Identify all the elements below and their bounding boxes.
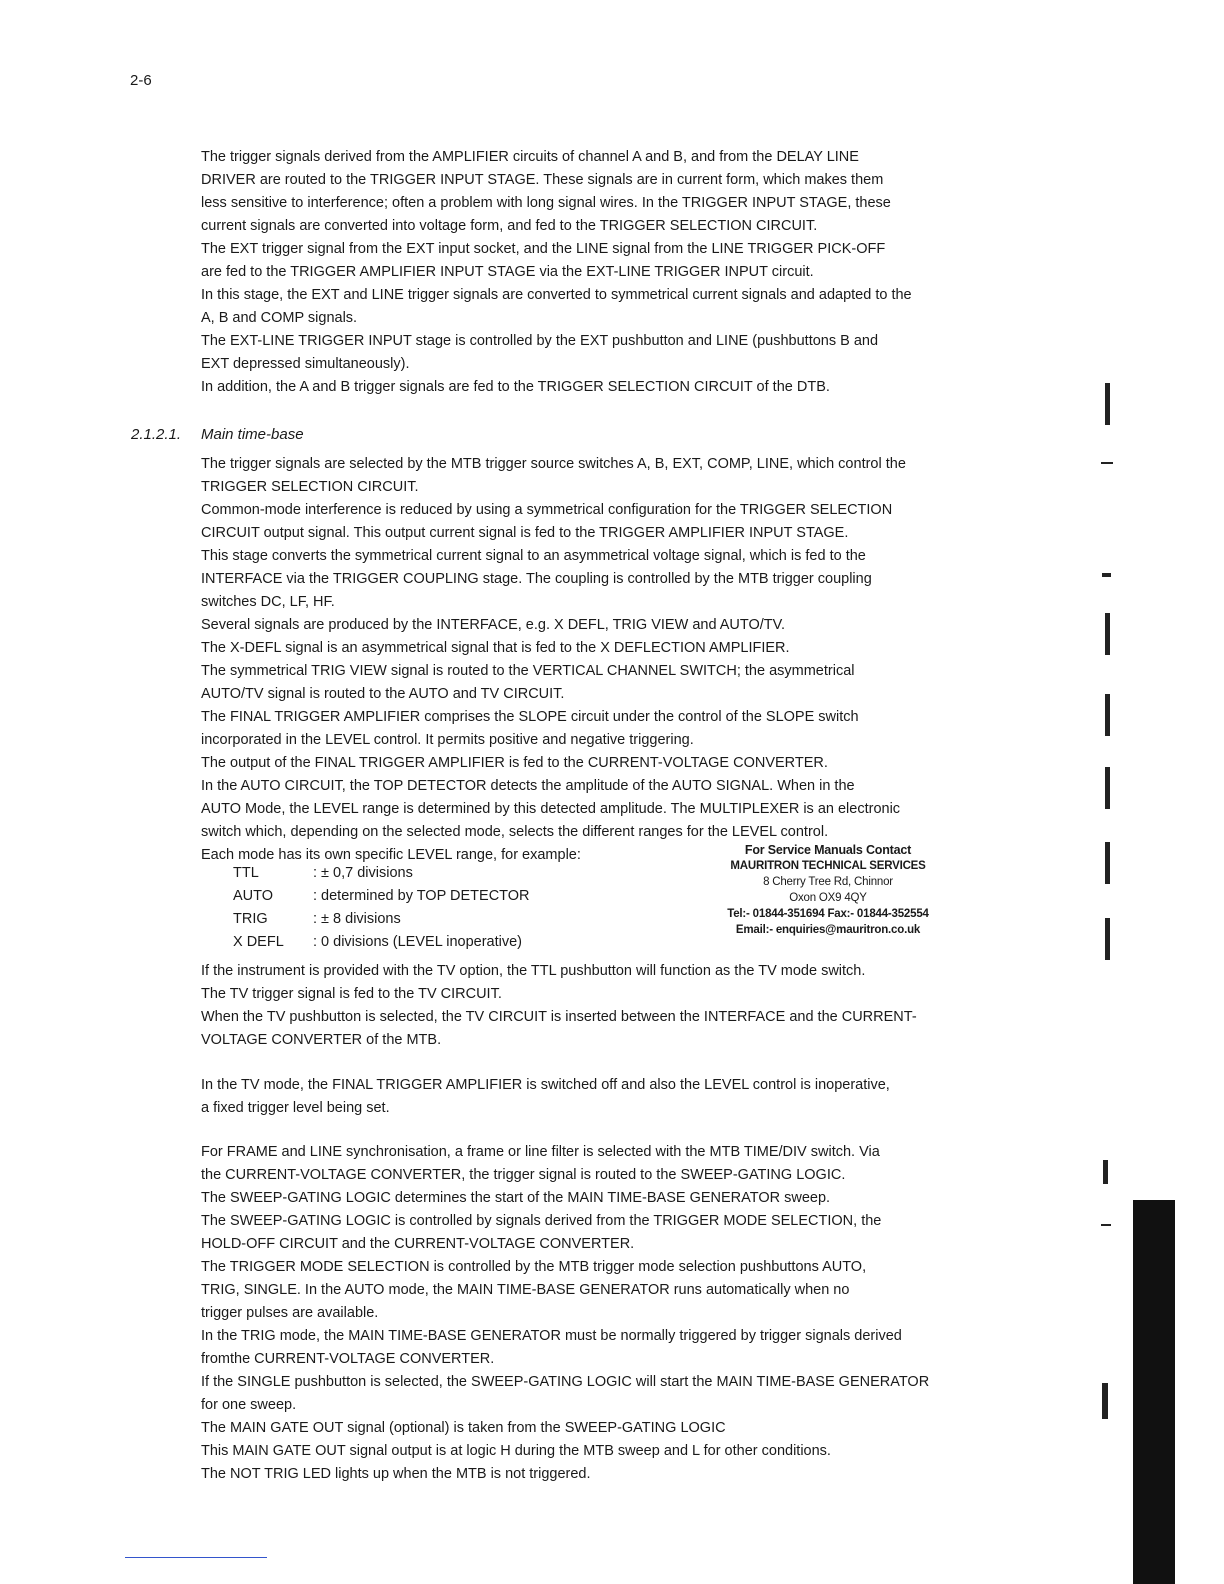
table-row [233,885,530,908]
text-line: The FINAL TRIGGER AMPLIFIER comprises the SLOPE circuit under the control of the SLOPE switch [201,709,859,725]
mode-range: : 0 divisions (LEVEL inoperative) [313,934,523,950]
margin-scan-mark [1105,767,1110,809]
text-line: The SWEEP-GATING LOGIC is controlled by signals derived from the TRIGGER MODE SELECTION, the [201,1213,882,1229]
text-line: The SWEEP-GATING LOGIC determines the start of the MAIN TIME-BASE GENERATOR sweep. [201,1190,831,1206]
text-line: The trigger signals are selected by the MTB trigger source switches A, B, EXT, COMP, LINE, which control the [201,456,906,472]
text-line: This MAIN GATE OUT signal output is at logic H during the MTB sweep and L for other conditions. [201,1443,831,1459]
text-line: The symmetrical TRIG VIEW signal is routed to the VERTICAL CHANNEL SWITCH; the asymmetrical [201,663,855,679]
text-line: the CURRENT-VOLTAGE CONVERTER, the trigger signal is routed to the SWEEP-GATING LOGIC. [201,1167,846,1183]
text-line: TRIG, SINGLE. In the AUTO mode, the MAIN TIME-BASE GENERATOR runs automatically when no [201,1282,850,1298]
margin-scan-mark [1103,1160,1108,1184]
text-line: The EXT trigger signal from the EXT input socket, and the LINE signal from the LINE TRIGGER PICK-OFF [201,241,886,257]
text-line: The output of the FINAL TRIGGER AMPLIFIER is fed to the CURRENT-VOLTAGE CONVERTER. [201,755,828,771]
mode-name: AUTO [233,888,274,904]
level-range-table [233,862,530,954]
contact-phone: Tel:- 01844-351694 Fax:- 01844-352554 [727,908,929,920]
margin-scan-mark [1105,842,1110,884]
contact-heading: For Service Manuals Contact [744,843,912,857]
text-line: The MAIN GATE OUT signal (optional) is taken from the SWEEP-GATING LOGIC [201,1420,726,1436]
text-line: CIRCUIT output signal. This output current signal is fed to the TRIGGER AMPLIFIER INPUT STAGE. [201,525,849,541]
text-line: TRIGGER SELECTION CIRCUIT. [201,479,419,495]
margin-scan-mark [1105,383,1110,425]
table-row [233,908,530,931]
scan-edge-shadow [1133,1200,1175,1584]
mode-name: X DEFL [233,934,284,950]
paragraph-main-time-base [201,453,1081,867]
contact-address-line2: Oxon OX9 4QY [789,892,867,904]
margin-scan-mark [1105,694,1110,736]
contact-email: Email:- enquiries@mauritron.co.uk [735,924,921,936]
text-line: a fixed trigger level being set. [201,1100,390,1116]
service-contact-stamp [712,842,944,938]
mode-range: : determined by TOP DETECTOR [313,888,530,904]
table-row [233,931,530,954]
margin-scan-mark [1105,613,1110,655]
text-line: In the AUTO CIRCUIT, the TOP DETECTOR detects the amplitude of the AUTO SIGNAL. When in the [201,778,855,794]
margin-scan-mark [1102,573,1111,577]
text-line: This stage converts the symmetrical current signal to an asymmetrical voltage signal, which is fed to the [201,548,866,564]
mode-name: TRIG [233,911,268,927]
text-line: AUTO/TV signal is routed to the AUTO and TV CIRCUIT. [201,686,565,702]
text-line: If the instrument is provided with the TV option, the TTL pushbutton will function as the TV mode switch. [201,963,866,979]
text-line: less sensitive to interference; often a problem with long signal wires. In the TRIGGER INPUT STAGE, these [201,195,891,211]
mode-range: : ± 8 divisions [313,911,401,927]
text-line: In the TV mode, the FINAL TRIGGER AMPLIFIER is switched off and also the LEVEL control is inoperative, [201,1077,890,1093]
paragraph-tv-mode [201,1074,1081,1120]
table-row [233,862,530,885]
contact-address-line1: 8 Cherry Tree Rd, Chinnor [763,876,893,888]
text-line: The TV trigger signal is fed to the TV CIRCUIT. [201,986,502,1002]
page-number: 2-6 [130,72,152,89]
text-line: Each mode has its own specific LEVEL range, for example: [201,847,581,863]
text-line: The EXT-LINE TRIGGER INPUT stage is controlled by the EXT pushbutton and LINE (pushbuttons B and [201,333,879,349]
section-title: Main time-base [201,426,304,443]
text-line: switch which, depending on the selected mode, selects the different ranges for the LEVEL control. [201,824,829,840]
paragraph-trigger-inputs [201,146,1081,399]
text-line: INTERFACE via the TRIGGER COUPLING stage. The coupling is controlled by the MTB trigger coupling [201,571,872,587]
text-line: In this stage, the EXT and LINE trigger signals are converted to symmetrical current signals and adapted to the [201,287,912,303]
text-line: switches DC, LF, HF. [201,594,335,610]
text-line: For FRAME and LINE synchronisation, a frame or line filter is selected with the MTB TIME/DIV switch. Via [201,1144,880,1160]
section-number: 2.1.2.1. [131,426,182,443]
section-heading [131,426,304,443]
text-line: fromthe CURRENT-VOLTAGE CONVERTER. [201,1351,495,1367]
text-line: HOLD-OFF CIRCUIT and the CURRENT-VOLTAGE CONVERTER. [201,1236,635,1252]
text-line: AUTO Mode, the LEVEL range is determined by this detected amplitude. The MULTIPLEXER is an electronic [201,801,901,817]
mode-range: : ± 0,7 divisions [313,865,413,881]
paragraph-tv-option [201,960,1081,1052]
contact-company: MAURITRON TECHNICAL SERVICES [730,860,926,872]
text-line: In addition, the A and B trigger signals are fed to the TRIGGER SELECTION CIRCUIT of the DTB. [201,379,830,395]
text-line: If the SINGLE pushbutton is selected, the SWEEP-GATING LOGIC will start the MAIN TIME-BASE GENERATOR [201,1374,930,1390]
margin-scan-mark [1101,462,1113,464]
margin-scan-mark [1102,1383,1108,1419]
margin-scan-mark [1101,1224,1111,1226]
text-line: current signals are converted into voltage form, and fed to the TRIGGER SELECTION CIRCUIT. [201,218,818,234]
text-line: Common-mode interference is reduced by using a symmetrical configuration for the TRIGGER SELECTION [201,502,893,518]
text-line: Several signals are produced by the INTERFACE, e.g. X DEFL, TRIG VIEW and AUTO/TV. [201,617,786,633]
text-line: VOLTAGE CONVERTER of the MTB. [201,1032,442,1048]
text-line: are fed to the TRIGGER AMPLIFIER INPUT STAGE via the EXT-LINE TRIGGER INPUT circuit. [201,264,814,280]
footer-rule [125,1557,267,1558]
text-line: The NOT TRIG LED lights up when the MTB is not triggered. [201,1466,591,1482]
text-line: incorporated in the LEVEL control. It permits positive and negative triggering. [201,732,694,748]
text-line: for one sweep. [201,1397,297,1413]
mode-name: TTL [233,865,259,881]
text-line: A, B and COMP signals. [201,310,358,326]
text-line: In the TRIG mode, the MAIN TIME-BASE GENERATOR must be normally triggered by trigger signals derived [201,1328,902,1344]
text-line: DRIVER are routed to the TRIGGER INPUT STAGE. These signals are in current form, which makes them [201,172,884,188]
margin-scan-mark [1105,918,1110,960]
text-line: When the TV pushbutton is selected, the TV CIRCUIT is inserted between the INTERFACE and the CURRENT- [201,1009,917,1025]
text-line: EXT depressed simultaneously). [201,356,410,372]
text-line: The TRIGGER MODE SELECTION is controlled by the MTB trigger mode selection pushbuttons AUTO, [201,1259,867,1275]
text-line: The trigger signals derived from the AMPLIFIER circuits of channel A and B, and from the DELAY LINE [201,149,859,165]
paragraph-sweep-gating [201,1141,1081,1486]
text-line: The X-DEFL signal is an asymmetrical signal that is fed to the X DEFLECTION AMPLIFIER. [201,640,790,656]
text-line: trigger pulses are available. [201,1305,379,1321]
